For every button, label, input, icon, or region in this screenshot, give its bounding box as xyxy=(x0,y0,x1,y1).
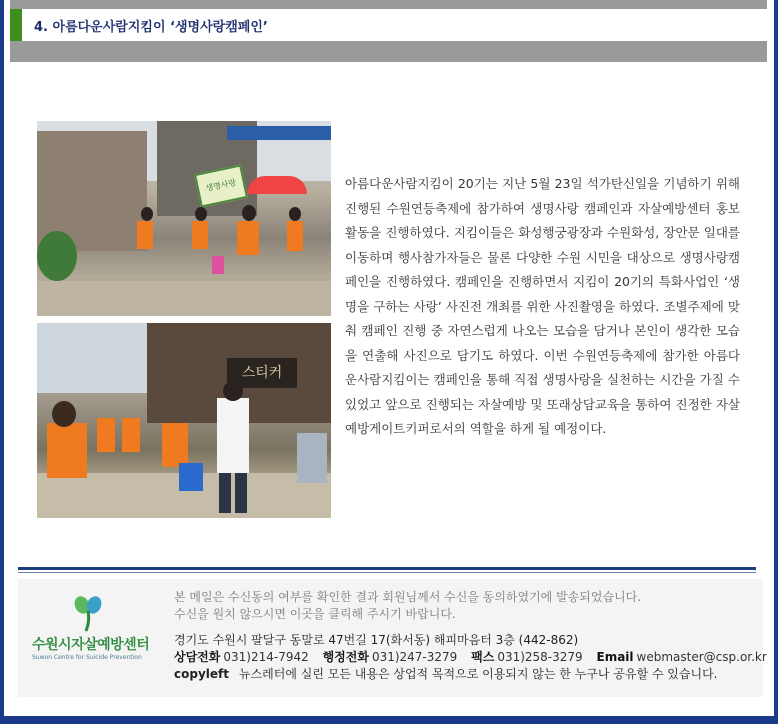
gray-divider-bar xyxy=(10,41,767,62)
consult-phone-value: 031)214-7942 xyxy=(223,650,309,664)
copyleft-text: 뉴스레터에 실린 모든 내용은 상업적 목적으로 이용되지 않는 한 누구나 공유할 수 있습니다. xyxy=(238,667,718,681)
fax-label: 팩스 xyxy=(471,650,495,664)
subscription-notice xyxy=(174,589,641,623)
center-logo-english: Suwon Centre for Suicide Prevention xyxy=(32,654,142,661)
center-logo-icon xyxy=(68,595,128,635)
email-label: Email xyxy=(596,650,634,664)
shop-sign: 스티커 xyxy=(227,358,297,388)
section-headline xyxy=(10,9,767,41)
section-title: 4. 아름다운사람지킴이 ‘생명사랑캠페인’ xyxy=(34,20,268,35)
footer-divider xyxy=(18,567,756,570)
notice-line-1: 본 메일은 수신동의 여부를 확인한 결과 회원님께서 수신을 동의하였기에 발송되었습니다. xyxy=(174,590,642,604)
footer-divider-thin xyxy=(18,572,756,573)
copyleft-notice xyxy=(174,666,717,683)
campaign-sign: 생명사랑 xyxy=(194,164,248,207)
footer xyxy=(18,579,767,697)
article-body: 아름다운사람지킴이 20기는 지난 5월 23일 석가탄신일을 기념하기 위해 진행된 수원연등축제에 참가하여 생명사랑 캠페인과 자살예방센터 홍보활동을 진행하였다. 지킴이들은 화성행궁광장과 수원화성, 장안문 일대를 이동하며 행사참가자들은 물론 다양한 수원 시민을 대상으로 생명사랑캠페인을 진행하였다. 캠페인을 진행하면서 지킴이 20기의 특화사업인 ‘생명을 구하는 사랑’ 사진전 개최를 위한 사진촬영을 하였다. 조별주제에 맞춰 캠페인 진행 중 자연스럽게 나오는 모습을 담거나 본인이 생각한 모습을 연출해 사진으로 담기도 하였다. 이번 수원연등축제에 참가한 아름다운사람지킴이는 캠페인을 통해 직접 생명사랑을 실천하는 시간을 가질 수 있었고 앞으로 진행되는 자살예방 및 또래상담교육을 통하여 진정한 자살예방게이트키퍼로서의 역할을 하게 될 예정이다. xyxy=(345,176,740,436)
consult-phone-label: 상담전화 xyxy=(174,650,221,664)
top-gray-bar xyxy=(10,0,767,9)
center-address: 경기도 수원시 팔달구 동말로 47번길 17(화서동) 해피마음터 3층 (442-862) xyxy=(174,633,579,647)
campaign-photo-shopfront xyxy=(37,323,331,518)
email-link[interactable]: webmaster@csp.or.kr xyxy=(636,650,767,664)
unsubscribe-link[interactable]: 수신을 원치 않으시면 이곳을 클릭해 주시기 바랍니다. xyxy=(174,607,456,621)
newsletter-frame xyxy=(4,0,774,716)
copyleft-label: copyleft xyxy=(174,667,229,681)
center-logo-name: 수원시자살예방센터 xyxy=(32,637,150,653)
campaign-photo-street xyxy=(37,121,331,316)
contact-info xyxy=(174,649,774,666)
admin-phone-label: 행정전화 xyxy=(322,650,369,664)
fax-value: 031)258-3279 xyxy=(497,650,583,664)
headline-accent-bar xyxy=(10,9,22,41)
admin-phone-value: 031)247-3279 xyxy=(371,650,458,664)
